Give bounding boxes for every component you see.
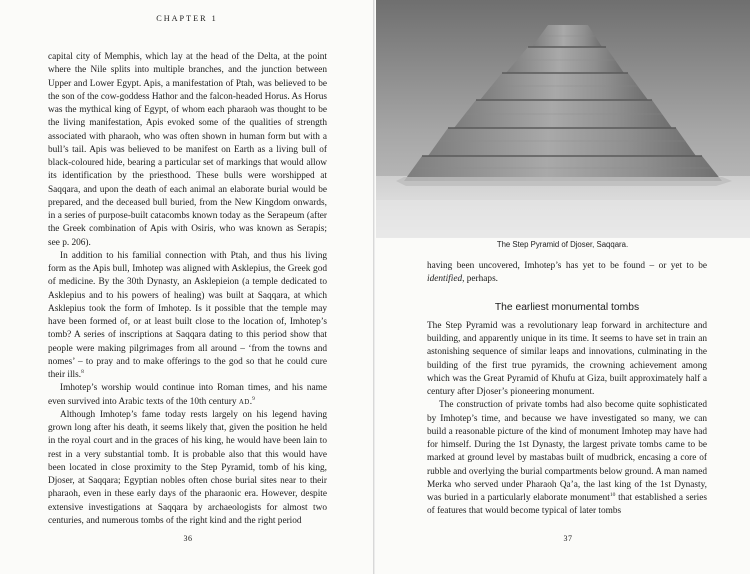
paragraph: The Step Pyramid was a revolutionary leap forward in architecture and building, and apparently unique in its time. It seems to have set in train an astonishing sequence of similar leaps and innovations, culminating in the building of the first true pyramids, the crowning achievement among which was the Great Pyramid of Khufu at Giza, built approximately half a century after Djoser’s pioneering monument. [427,320,707,397]
paragraph: Although Imhotep’s fame today rests largely on his legend having grown long after his death, it seems likely that, given the position he held in the royal court and in the graces of his king, he would have been lain to rest in a very substantial tomb. It is probable also that this would have been located in close proximity to the Step Pyramid, tomb of his king, Djoser, at Saqqara; Egyptian nobles often chose burial sites near to their pharaoh, even in these early days of the pharaonic era. However, despite extensive investigations at Saqqara by archaeologists for almost two centuries, and numerous tombs of the right kind and the right period [48,409,327,526]
page-number: 36 [183,534,193,543]
right-page [375,0,750,574]
continuation-end: , perhaps. [462,274,499,285]
left-page [0,0,374,574]
footnote-ref: 9 [252,395,255,402]
footnote-ref: 8 [81,369,84,375]
section-heading: The earliest monumental tombs [494,301,640,313]
emphasis: identified [427,274,463,285]
paragraph [48,250,327,383]
left-body-text [48,51,327,528]
paragraph-text: that established a series of features that would become typical of later tombs [427,493,707,517]
right-body-text [427,260,707,519]
continuation-text: having been uncovered, Imhotep’s has yet to be found – or yet to be [427,261,707,271]
paragraph-text: The construction of private tombs had also become quite sophisticated by Imhotep’s time, and because we have investigated so many, we can build a reasonable picture of the kind of monument Imhotep may have had for himself. During the 1st Dynasty, the largest private tombs came to be marked at ground level by mastabas built of mudbrick, encasing a core of rubble and overlying the burial compartments below ground. A man named Merka who served under Pharaoh Qa’a, the last king of the 1st Dynasty, was buried in a particularly elaborate monument [427,400,707,503]
paragraph [427,399,707,518]
step-pyramid-photo [376,0,750,238]
paragraph: capital city of Memphis, which lay at the head of the Delta, at the point where the Nile splits into multiple branches, and the junction between Upper and Lower Egypt. Apis, a manifestation of Ptah, was believed to be the son of the cow-goddess Hathor and the falcon-headed Horus. As Horus was the mythical king of Egypt, of whom each pharaoh was thought to be the living manifestation, Apis evoked some of the qualities of strength associated with pharaoh, who was often shown in human form but with a bull’s tail. Apis was believed to be manifest on Earth as a living bull of black-coloured hide, bearing a particular set of markings that would allow its identification by the priesthood. These bulls were worshipped at Saqqara, and upon the death of each animal an elaborate burial would be prepared, and the deceased bull buried, from the New Kingdom onwards, in a series of purpose-built catacombs known today as the Serapeum (after the Greek combination of Apis with Osiris, who was known as Serapis; see p. 206). [48,52,327,248]
era-abbrev: ad [238,396,250,407]
running-head: CHAPTER 1 [156,14,218,23]
photo-caption: The Step Pyramid of Djoser, Saqqara. [496,240,629,249]
footnote-ref: 10 [609,492,616,498]
paragraph [427,260,707,287]
page-number: 37 [563,534,573,543]
paragraph: Imhotep’s worship would continue into Roman times, and his name even survived into Arabic texts of the 10th century ad.$^9$ [48,383,327,407]
paragraph-text: In addition to his familial connection with Ptah, and thus his living form as the Apis bull, Imhotep was aligned with Asklepius, the Greek god of medicine. By the 30th Dynasty, an Asklepieion (a temple dedicated to Asklepius and to his powers of healing) was built at Saqqara, at which Asklepius took the form of Imhotep. Is it possible that the temple may have been formed of, or at least built close to the location of, Imhotep’s tomb? A series of inscriptions at Saqqara dating to this period show that people were making pilgrimages from all around – ‘from the towns and nomes’ – to pray and to make offerings to the god so that he could cure their ills. [48,250,327,380]
paragraph-text: Imhotep’s worship would continue into Roman times, and his name even survived into Arabic texts of the 10th century [48,383,327,407]
